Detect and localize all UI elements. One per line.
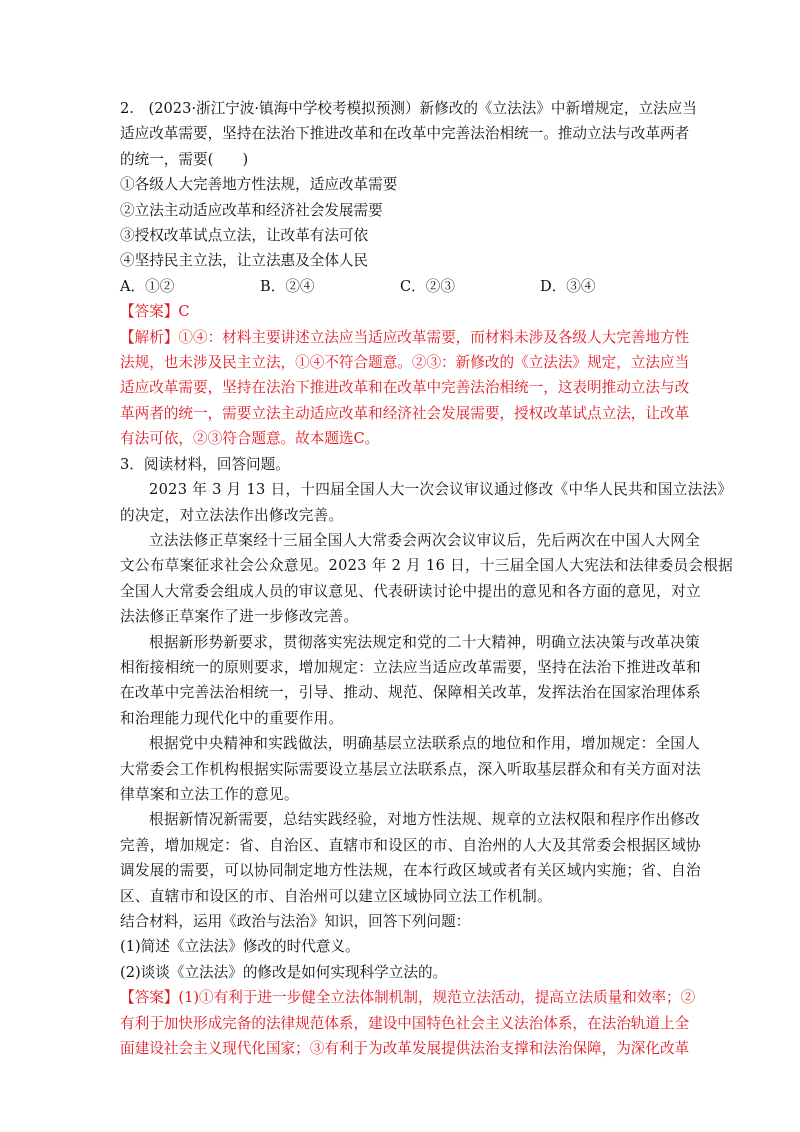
q3-question-1: (1)简述《立法法》修改的时代意义。: [120, 938, 360, 956]
q3-material: [120, 477, 734, 909]
q3-intro: 3．阅读材料，回答问题。: [120, 455, 290, 473]
material-line: 立法法修正草案经十三届全国人大常委会两次会议审议后，先后两次在中国人大网全: [149, 531, 701, 549]
material-line: 的决定，对立法法作出修改完善。: [120, 506, 344, 524]
q2-analysis-line-5: 有法可依，②③符合题意。故本题选C。: [120, 430, 380, 448]
q3-answer-line-2: 有利于加快形成完备的法律规范体系，建设中国特色社会主义法治体系，在法治轨道上全: [120, 1014, 690, 1032]
material-line: 和治理能力现代化中的重要作用。: [120, 709, 344, 727]
material-line: 全国人大常委会组成人员的审议意见、代表研读讨论中提出的意见和各方面的意见，对立: [120, 582, 701, 600]
material-line: 根据党中央精神和实践做法，明确基层立法联系点的地位和作用，增加规定：全国人: [149, 735, 701, 753]
q2-stem-line-2: 适应改革需要，坚持在法治下推进改革和在改革中完善法治相统一。推动立法与改革两者: [120, 125, 690, 143]
material-line: 大常委会工作机构根据实际需要设立基层立法联系点，深入听取基层群众和有关方面对法: [120, 760, 701, 778]
q3-question-2: (2)谈谈《立法法》的修改是如何实现科学立法的。: [120, 963, 448, 981]
q2-options: [120, 274, 685, 299]
q2-item-4: ④坚持民主立法，让立法惠及全体人民: [120, 252, 369, 270]
q2-item-3: ③授权改革试点立法，让改革有法可依: [120, 227, 369, 245]
q2-option-b: B．②④: [260, 277, 315, 295]
material-line: 2023 年 3 月 13 日，十四届全国人大一次会议审议通过修改《中华人民共和国立法法》: [149, 481, 733, 499]
material-line: 在改革中完善法治相统一，引导、推动、规范、保障相关改革，发挥法治在国家治理体系: [120, 684, 701, 702]
material-line: 律草案和立法工作的意见。: [120, 785, 299, 803]
material-line: 法法修正草案作了进一步修改完善。: [120, 608, 359, 626]
q2-stem-line-3: 的统一，需要( ): [120, 150, 249, 168]
material-line: 根据新情况新需要，总结实践经验，对地方性法规、规章的立法权限和程序作出修改: [149, 811, 701, 829]
q2-analysis-line-1: 【解析】①④：材料主要讲述立法应当适应改革需要，而材料未涉及各级人大完善地方性: [120, 328, 690, 346]
q3-answer-line-1: 【答案】(1)①有利于进一步健全立法体制机制，规范立法活动，提高立法质量和效率；②: [120, 989, 696, 1007]
material-line: 文公布草案征求社会公众意见。2023 年 2 月 16 日，十三届全国人大宪法和法律委员会根据: [120, 557, 734, 575]
q2-option-d: D．③④: [540, 277, 596, 295]
q2-answer: 【答案】C: [120, 303, 190, 321]
q2-item-2: ②立法主动适应改革和经济社会发展需要: [120, 201, 383, 219]
q2-item-1: ①各级人大完善地方性法规，适应改革需要: [120, 176, 398, 194]
q3-answer-line-3: 面建设社会主义现代化国家；③有利于为改革发展提供法治支撑和法治保障，为深化改革: [120, 1040, 690, 1058]
q2-option-a: A．①②: [120, 277, 175, 295]
material-line: 区、直辖市和设区的市、自治州可以建立区域协同立法工作机制。: [120, 887, 552, 905]
page-content: [120, 96, 734, 1061]
material-line: 完善，增加规定：省、自治区、直辖市和设区的市、自治州的人大及其常委会根据区域协: [120, 836, 701, 854]
q2-analysis-line-4: 革两者的统一，需要立法主动适应改革和经济社会发展需要，授权改革试点立法，让改革: [120, 404, 690, 422]
material-line: 相衔接相统一的原则要求，增加规定：立法应当适应改革需要，坚持在法治下推进改革和: [120, 658, 701, 676]
q2-analysis-line-3: 适应改革需要，坚持在法治下推进改革和在改革中完善法治相统一，这表明推动立法与改: [120, 379, 690, 397]
material-line: 调发展的需要，可以协同制定地方性法规，在本行政区域或者有关区域内实施；省、自治: [120, 862, 701, 880]
material-line: 根据新形势新要求，贯彻落实宪法规定和党的二十大精神，明确立法决策与改革决策: [149, 633, 701, 651]
q2-option-c: C．②③: [400, 277, 455, 295]
q2-analysis-line-2: 法规，也未涉及民主立法，①④不符合题意。②③：新修改的《立法法》规定，立法应当: [120, 354, 690, 372]
q2-stem-line-1: 2. (2023·浙江宁波·镇海中学校考模拟预测）新修改的《立法法》中新增规定，立法应当: [120, 100, 697, 117]
q3-question-prompt: 结合材料，运用《政治与法治》知识，回答下列问题：: [120, 913, 471, 930]
